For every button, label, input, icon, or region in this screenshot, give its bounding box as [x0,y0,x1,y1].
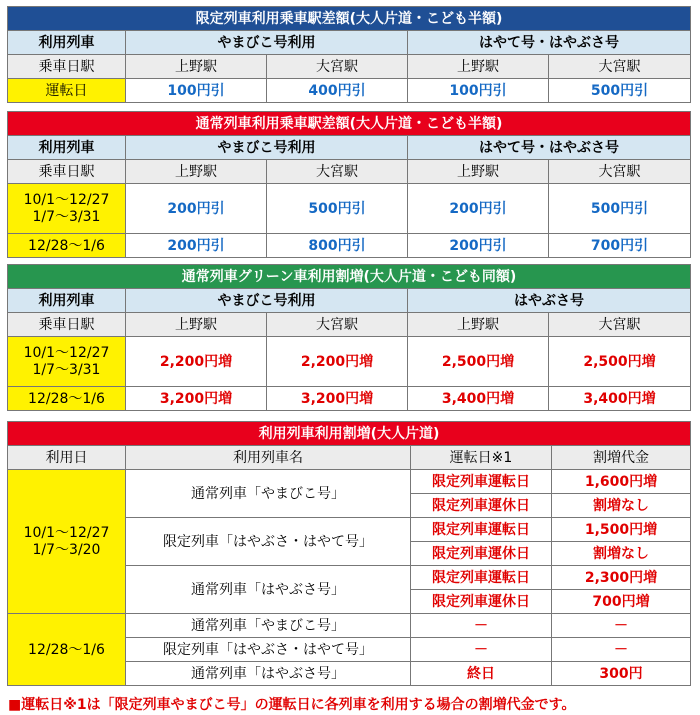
date-range-2: 1/7～3/20 [32,541,101,558]
header-surcharge: 割増代金 [552,446,691,470]
off-day-cell: 限定列車運休日 [411,494,552,518]
dash-cell: － [411,614,552,638]
date-range-2: 1/7～3/31 [32,208,101,225]
surcharge-value: 2,500円増 [549,337,691,387]
off-day-cell: 限定列車運休日 [411,590,552,614]
station-cell: 大宮駅 [549,160,691,184]
fare-value: 500円引 [549,79,691,103]
col-train-header: 利用列車 [8,289,126,313]
period-label: 12/28～1/6 [8,614,126,686]
surcharge-value: 3,400円増 [549,387,691,411]
group-yamabiko-header: やまびこ号利用 [126,289,408,313]
fare-value: 200円引 [408,184,549,234]
fare-value: 800円引 [267,234,408,258]
date-label: 12/28～1/6 [8,234,126,258]
dash-cell: － [552,614,691,638]
op-day-cell: 限定列車運転日 [411,470,552,494]
op-day-cell: 限定列車運転日 [411,518,552,542]
train-name: 通常列車「はやぶさ号」 [126,566,411,614]
surcharge-cell: 割増なし [552,542,691,566]
surcharge-value: 2,200円増 [267,337,408,387]
surcharge-value: 2,200円増 [126,337,267,387]
station-cell: 大宮駅 [549,313,691,337]
train-name: 通常列車「はやぶさ号」 [126,662,411,686]
row-station-label: 乗車日駅 [8,160,126,184]
date-label [8,337,126,387]
row-station-label: 乗車日駅 [8,55,126,79]
surcharge-value: 3,400円増 [408,387,549,411]
surcharge-value: 3,200円増 [267,387,408,411]
surcharge-value: 2,500円増 [408,337,549,387]
fare-value: 500円引 [267,184,408,234]
station-cell: 上野駅 [408,160,549,184]
train-name: 限定列車「はやぶさ・はやて号」 [126,638,411,662]
surcharge-value: 3,200円増 [126,387,267,411]
group-yamabiko-header: やまびこ号利用 [126,31,408,55]
off-day-cell: 限定列車運休日 [411,542,552,566]
fare-value: 100円引 [126,79,267,103]
row-station-label: 乗車日駅 [8,313,126,337]
station-cell: 大宮駅 [549,55,691,79]
group-hayate-header: はやて号・はやぶさ号 [408,31,691,55]
group-yamabiko-header: やまびこ号利用 [126,136,408,160]
footnote: ■運転日※1は「限定列車やまびこ号」の運転日に各列車を利用する場合の割増代金です。 [8,697,576,713]
header-op-day: 運転日※1 [411,446,552,470]
station-cell: 大宮駅 [267,160,408,184]
group-hayate-header: はやて号・はやぶさ号 [408,136,691,160]
dash-cell: － [411,638,552,662]
fare-value: 200円引 [126,184,267,234]
train-name: 通常列車「やまびこ号」 [126,614,411,638]
col-train-header: 利用列車 [8,31,126,55]
station-cell: 大宮駅 [267,55,408,79]
table-title: 利用列車利用割増(大人片道) [8,422,691,446]
surcharge-cell: 300円 [552,662,691,686]
train-surcharge-table [7,421,691,686]
fare-value: 200円引 [126,234,267,258]
date-label: 運転日 [8,79,126,103]
table-title: 通常列車グリーン車利用割増(大人片道・こども同額) [8,265,691,289]
dash-cell: － [552,638,691,662]
station-cell: 上野駅 [126,313,267,337]
surcharge-cell: 割増なし [552,494,691,518]
date-range-1: 10/1～12/27 [23,524,110,541]
table-title: 限定列車利用乗車駅差額(大人片道・こども半額) [8,7,691,31]
surcharge-cell: 2,300円増 [552,566,691,590]
date-range-2: 1/7～3/31 [32,361,101,378]
fare-value: 400円引 [267,79,408,103]
op-day-cell: 限定列車運転日 [411,566,552,590]
station-cell: 上野駅 [408,313,549,337]
surcharge-cell: 1,500円増 [552,518,691,542]
period-label [8,470,126,614]
regular-train-station-diff-table [7,111,691,258]
header-train-name: 利用列車名 [126,446,411,470]
all-days-cell: 終日 [411,662,552,686]
train-name: 限定列車「はやぶさ・はやて号」 [126,518,411,566]
header-use-date: 利用日 [8,446,126,470]
station-cell: 大宮駅 [267,313,408,337]
date-range-1: 10/1～12/27 [23,191,110,208]
date-range-1: 10/1～12/27 [23,344,110,361]
limited-train-station-diff-table [7,6,691,103]
table-title: 通常列車利用乗車駅差額(大人片道・こども半額) [8,112,691,136]
surcharge-cell: 700円増 [552,590,691,614]
station-cell: 上野駅 [126,55,267,79]
col-train-header: 利用列車 [8,136,126,160]
date-label [8,184,126,234]
fare-value: 500円引 [549,184,691,234]
green-car-surcharge-table [7,264,691,411]
fare-value: 700円引 [549,234,691,258]
station-cell: 上野駅 [408,55,549,79]
train-name: 通常列車「やまびこ号」 [126,470,411,518]
station-cell: 上野駅 [126,160,267,184]
group-hayabusa-header: はやぶさ号 [408,289,691,313]
date-label: 12/28～1/6 [8,387,126,411]
surcharge-cell: 1,600円増 [552,470,691,494]
fare-value: 100円引 [408,79,549,103]
fare-value: 200円引 [408,234,549,258]
